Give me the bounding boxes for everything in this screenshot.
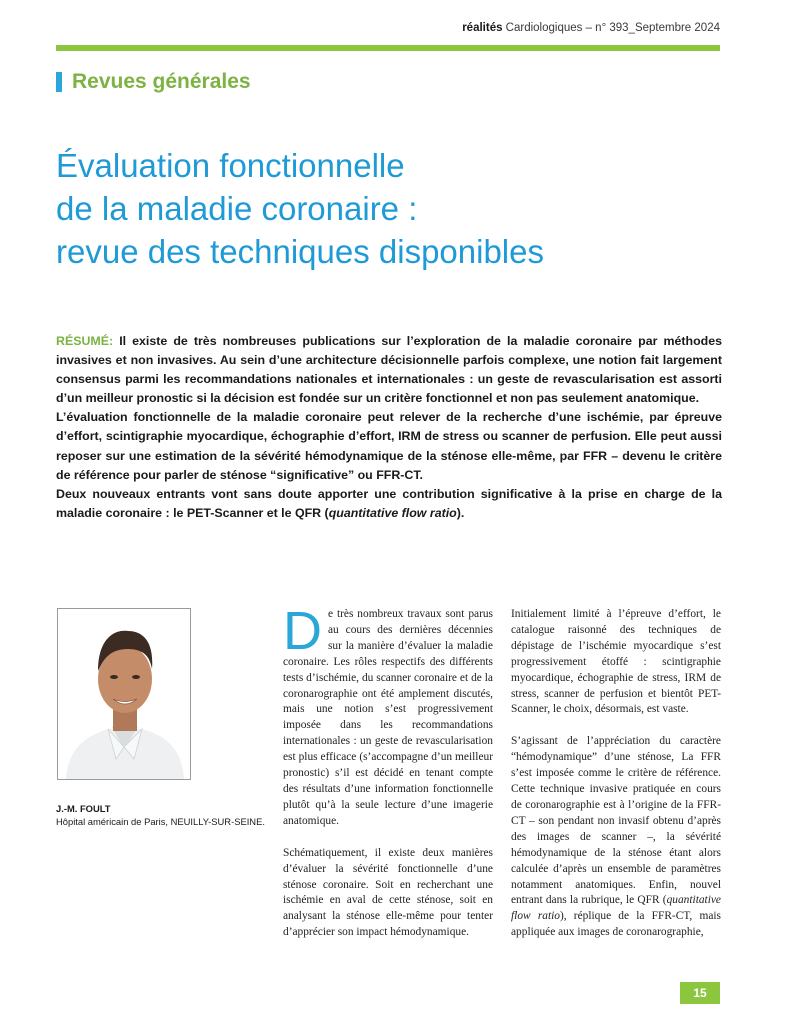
journal-name: réalités xyxy=(462,22,503,34)
abstract-keyword: RÉSUMÉ: xyxy=(56,334,114,348)
body-column-2 xyxy=(511,607,721,957)
author-block xyxy=(56,802,265,828)
body-column-1 xyxy=(283,601,493,957)
author-portrait-image xyxy=(58,609,190,779)
section-marker xyxy=(56,72,62,92)
drop-cap: D xyxy=(283,601,322,661)
body-paragraph xyxy=(511,734,721,941)
abstract-paragraph: L’évaluation fonctionnelle de la maladie coronaire peut relever de la recherche d’une ischémie, par épreuve d’effort, scintigraphie myocardique, échographie d’effort, IRM de stress ou scanner de perfusion. Elle peut aussi reposer sur une estimation de la sévérité hémodynamique de la sténose elle-même, par FFR – devenu le critère de référence pour parler de sténose “significative” ou FFR-CT. xyxy=(56,410,722,482)
title-line: de la maladie coronaire : xyxy=(56,190,418,227)
abstract-text: ). xyxy=(456,505,465,520)
section-heading xyxy=(56,70,251,94)
author-name: J.-M. FOULT xyxy=(56,803,111,814)
abstract xyxy=(56,332,722,523)
author-photo xyxy=(57,608,191,780)
body-text: ), réplique de la FFR-CT, mais appliquée aux images de coronarographie, xyxy=(511,910,721,939)
body-text: S’agissant de l’appréciation du caractère “hémodynamique” d’une sténose, La FFR s’est imposée comme le critère de référence. Cette technique invasive pratiquée en cours de coronarographie est à l’origine de la FFR-CT – son pendant non invasif obtenu d’après des images de scanner –, la sévérité hémodynamique de la sténose étant alors calculée d’après un ensemble de paramètres notamment anatomiques. Enfin, nouvel entrant dans la rubrique, le QFR ( xyxy=(511,735,721,907)
title-line: revue des techniques disponibles xyxy=(56,233,544,270)
title-line: Évaluation fonctionnelle xyxy=(56,147,405,184)
header-rule xyxy=(56,45,720,51)
abstract-text: Deux nouveaux entrants vont sans doute apporter une contribution significative à la prise en charge de la maladie coronaire : le PET-Scanner et le QFR ( xyxy=(56,486,722,520)
page-number: 15 xyxy=(680,982,720,1004)
abstract-text: Il existe de très nombreuses publications sur l’exploration de la maladie coronaire par méthodes invasives et non invasives. Au sein d’une architecture décisionnelle parfois complexe, une notion fait largement consensus parmi les recommandations nationales et internationales : un geste de revascularisation est assorti d’un meilleur pronostic si la décision est fondée sur un critère fonctionnel et non pas seulement anatomique. xyxy=(56,334,722,406)
body-paragraph: Initialement limité à l’épreuve d’effort, le catalogue raisonné des techniques de dépistage de l’ischémie myocardique s’est progressivement étoffé : scintigraphie myocardique, échographie de stress, IRM de stress, scanner de perfusion et bientôt PET- Scanner, le choix, désormais, est vaste. xyxy=(511,608,721,716)
abstract-paragraph xyxy=(56,332,722,408)
body-italic: quantitative flow ratio xyxy=(511,894,721,923)
body-paragraph xyxy=(283,601,493,830)
abstract-paragraph xyxy=(56,485,722,523)
journal-issue: Cardiologiques – n° 393_Septembre 2024 xyxy=(502,22,720,34)
journal-header xyxy=(462,22,720,34)
article-title xyxy=(56,144,736,273)
abstract-italic: quantitative flow ratio xyxy=(328,505,457,520)
section-label: Revues générales xyxy=(72,70,251,93)
author-affiliation: Hôpital américain de Paris, NEUILLY-SUR-SEINE. xyxy=(56,816,265,827)
body-text: e très nombreux travaux sont parus au cours des dernières décennies sur la manière d’évaluer la maladie coronaire. Les rôles respectifs des différents tests d’ischémie, du scanner coronaire et de la coronarographie ont été amplement discutés, mais une notion s’est progressivement imposée dans les recommandations internationales : un geste de revascularisation est plus efficace (s’accompagne d’un meilleur pronostic) s’il est décidé en tenant compte des résultats d’une information fonctionnelle plutôt qu’à la seule lecture d’une imagerie anatomique. xyxy=(283,608,493,827)
body-paragraph: Schématiquement, il existe deux manières d’évaluer la sévérité fonctionnelle d’une sténose coronaire. Soit en recherchant une ischémie en aval de cette sténose, soit en analysant la sténose elle-même pour tenter d’apprécier son impact hémodynamique. xyxy=(283,846,493,939)
